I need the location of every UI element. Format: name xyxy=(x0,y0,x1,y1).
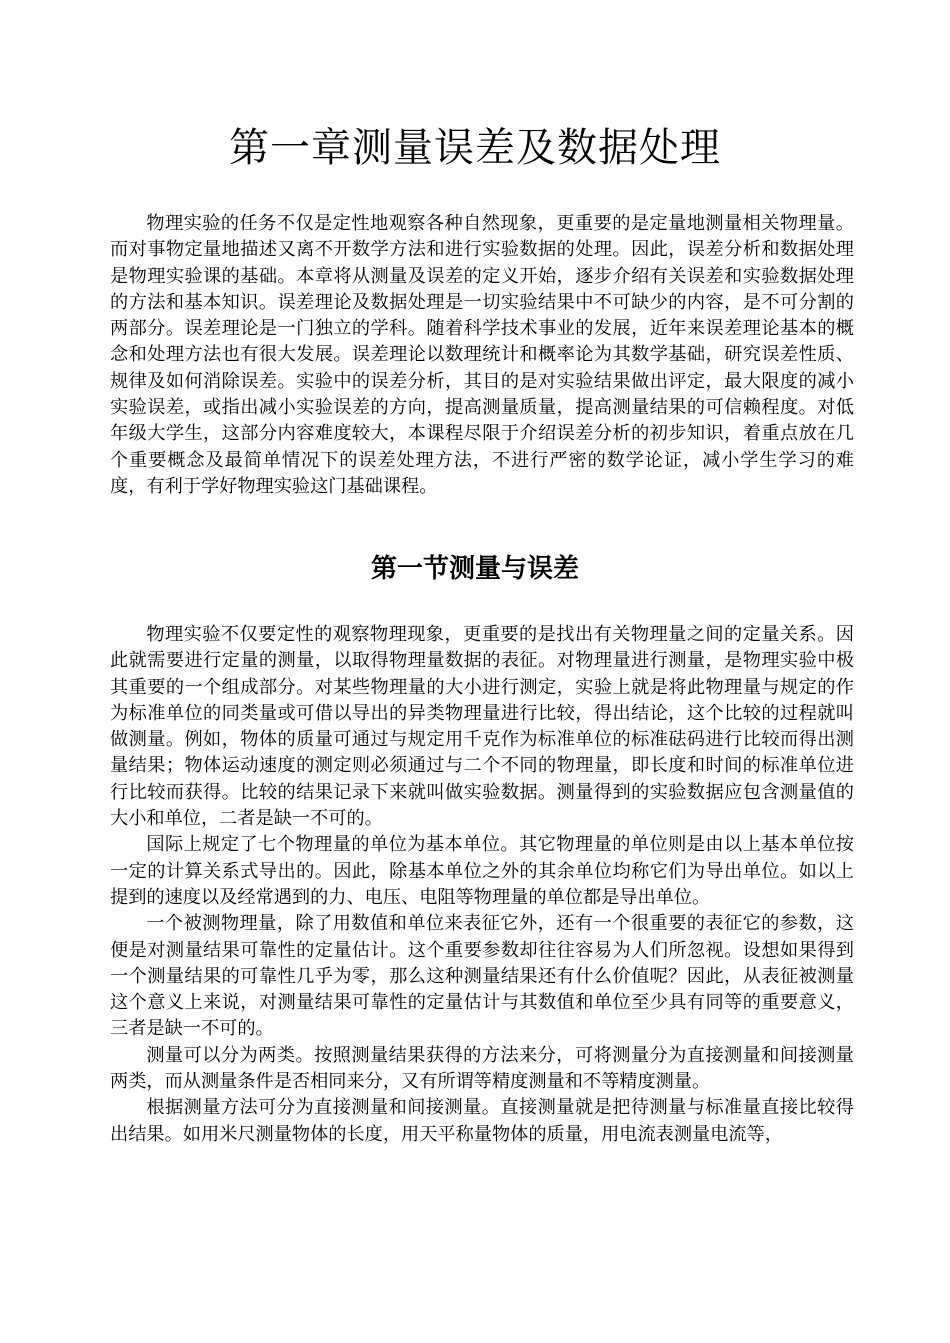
section-text-block xyxy=(110,622,854,1148)
section-title: 第一节测量与误差 xyxy=(370,554,579,584)
intro-text-block xyxy=(110,211,854,500)
section-paragraph-1: 物理实验不仅要定性的观察物理现象，更重要的是找出有关物理量之间的定量关系。因此就需要进行定量的测量，以取得物理量数据的表征。对物理量进行测量，是物理实验中极其重要的一个组成部分。对某些物理量的大小进行测定，实验上就是将此物理量与规定的作为标准单位的同类量或可借以导出的异类物理量进行比较，得出结论，这个比较的过程就叫做测量。例如，物体的质量可通过与规定用千克作为标准单位的标准砝码进行比较而得出测量结果；物体运动速度的测定则必须通过与二个不同的物理量，即长度和时间的标准单位进行比较而获得。比较的结果记录下来就叫做实验数据。测量得到的实验数据应包含测量值的大小和单位，二者是缺一不可的。 xyxy=(110,624,854,830)
section-paragraph-3: 一个被测物理量，除了用数值和单位来表征它外，还有一个很重要的表征它的参数，这便是对测量结果可靠性的定量估计。这个重要参数却往往容易为人们所忽视。设想如果得到一个测量结果的可靠性几乎为零，那么这种测量结果还有什么价值呢？因此，从表征被测量这个意义上来说，对测量结果可靠性的定量估计与其数值和单位至少具有同等的重要意义，三者是缺一不可的。 xyxy=(110,913,854,1040)
section-paragraph-4: 测量可以分为两类。按照测量结果获得的方法来分，可将测量分为直接测量和间接测量两类，而从测量条件是否相同来分，又有所谓等精度测量和不等精度测量。 xyxy=(110,1044,854,1093)
section-paragraph-5: 根据测量方法可分为直接测量和间接测量。直接测量就是把待测量与标准量直接比较得出结果。如用米尺测量物体的长度，用天平称量物体的质量，用电流表测量电流等， xyxy=(110,1097,854,1145)
chapter-title: 第一章测量误差及数据处理 xyxy=(229,125,721,171)
section-paragraph-2: 国际上规定了七个物理量的单位为基本单位。其它物理量的单位则是由以上基本单位按一定的计算关系式导出的。因此，除基本单位之外的其余单位均称它们为导出单位。如以上提到的速度以及经常遇到的力、电压、电阻等物理量的单位都是导出单位。 xyxy=(110,834,854,908)
intro-paragraph: 物理实验的任务不仅是定性地观察各种自然现象，更重要的是定量地测量相关物理量。而对事物定量地描述又离不开数学方法和进行实验数据的处理。因此，误差分析和数据处理是物理实验课的基础。本章将从测量及误差的定义开始，逐步介绍有关误差和实验数据处理的方法和基本知识。误差理论及数据处理是一切实验结果中不可缺少的内容，是不可分割的两部分。误差理论是一门独立的学科。随着科学技术事业的发展，近年来误差理论基本的概念和处理方法也有很大发展。误差理论以数理统计和概率论为其数学基础，研究误差性质、规律及如何消除误差。实验中的误差分析，其目的是对实验结果做出评定，最大限度的减小实验误差，或指出减小实验误差的方向，提高测量质量，提高测量结果的可信赖程度。对低年级大学生，这部分内容难度较大，本课程尽限于介绍误差分析的初步知识，着重点放在几个重要概念及最简单情况下的误差处理方法，不进行严密的数学论证，减小学生学习的难度，有利于学好物理实验这门基础课程。 xyxy=(110,213,854,497)
